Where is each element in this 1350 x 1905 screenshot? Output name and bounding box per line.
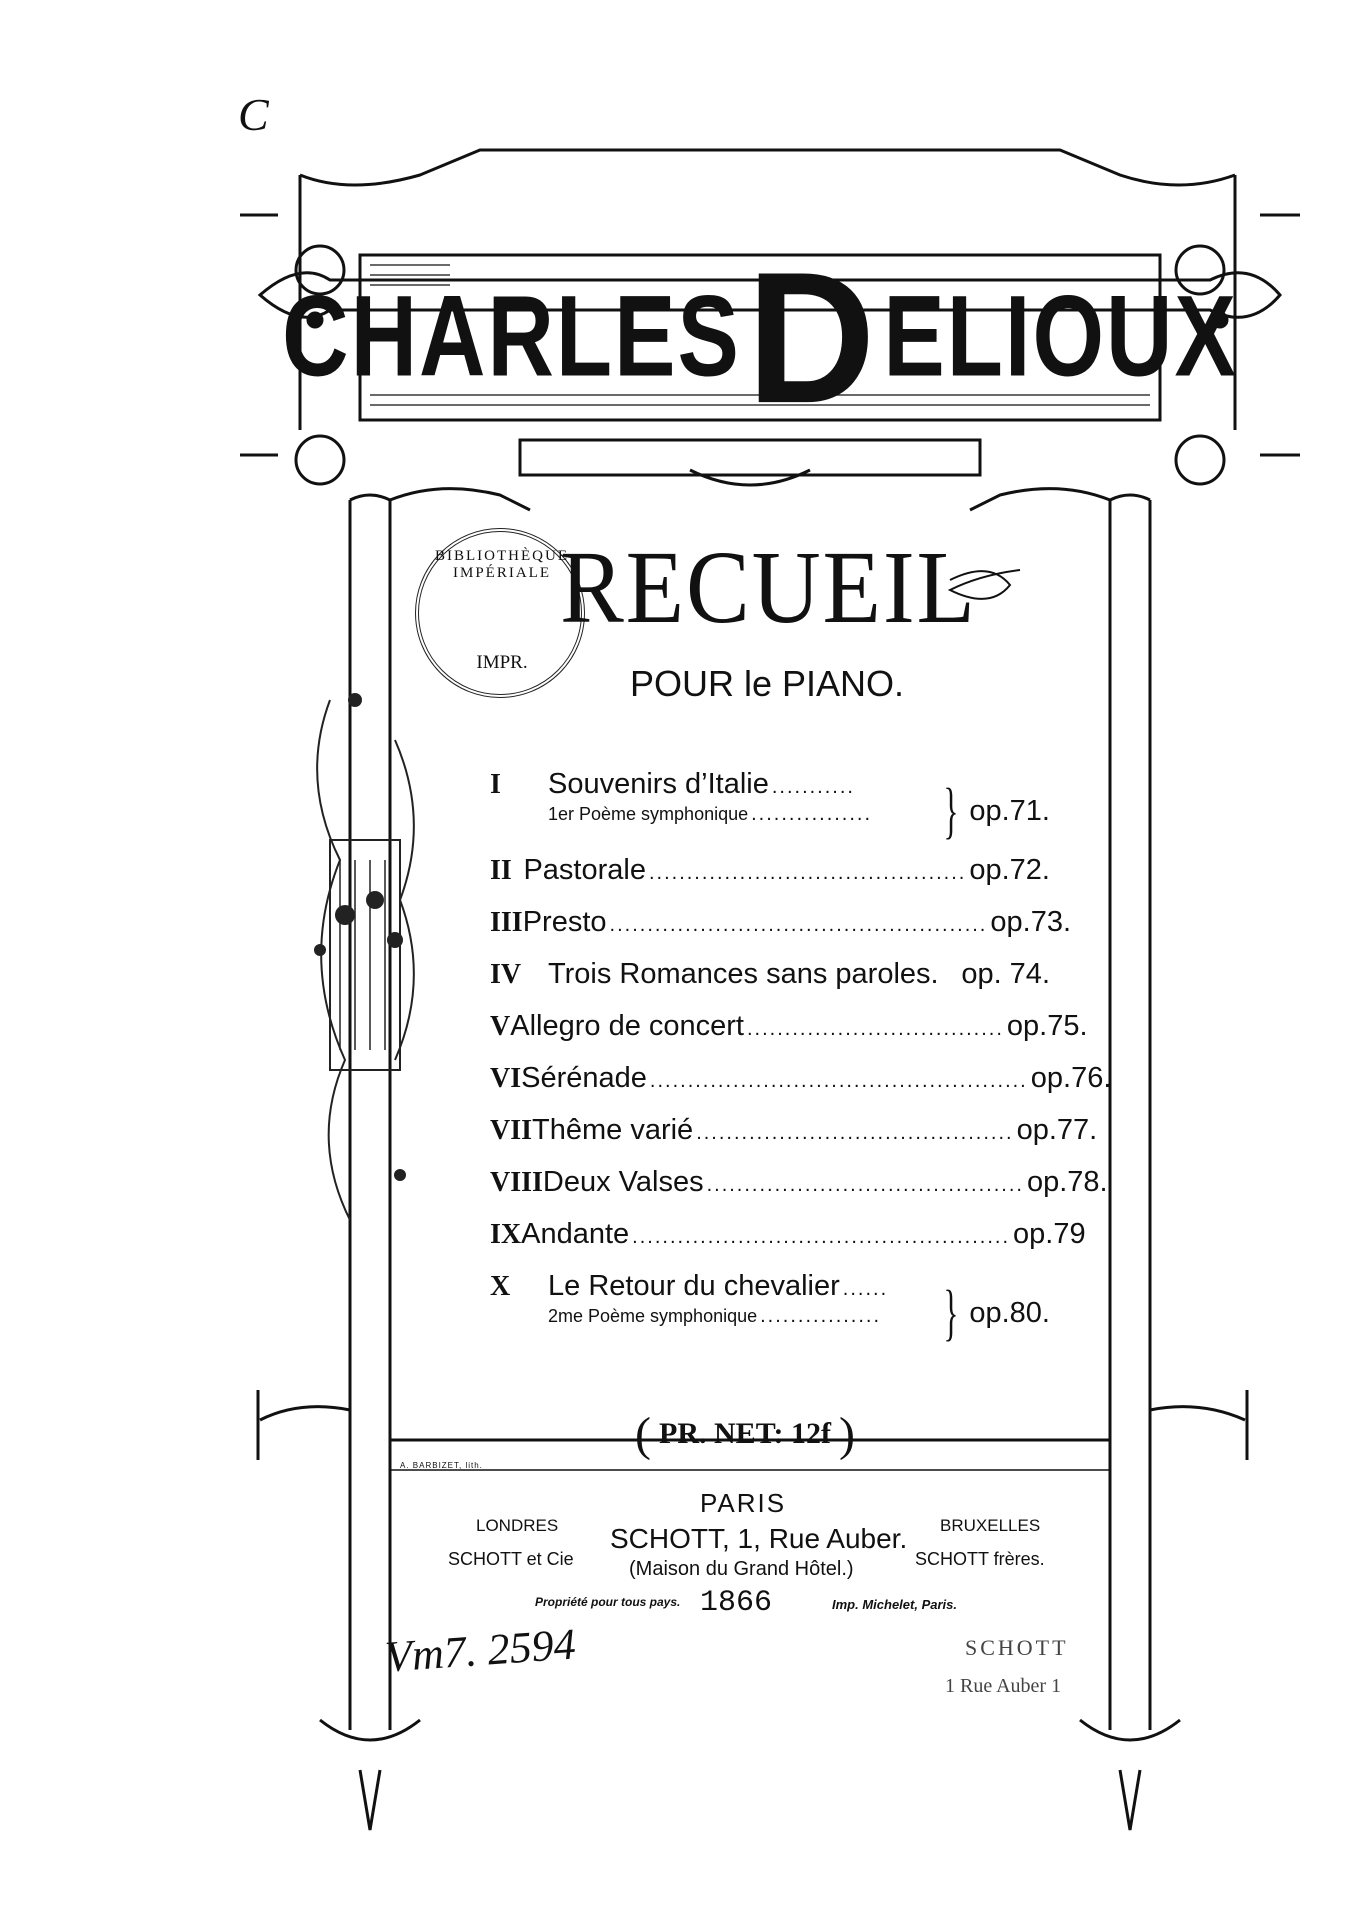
work-opus: op.75. [1006, 1010, 1088, 1042]
brussels-publisher: SCHOTT frères. [915, 1549, 1045, 1569]
work-title: Presto [522, 906, 607, 938]
work-item: VII Thême varié .......................................... op.77. [490, 1114, 1098, 1146]
publisher-subaddress: (Maison du Grand Hôtel.) [629, 1558, 854, 1580]
library-stamp-text: BIBLIOTHÈQUE IMPÉRIALE [435, 548, 569, 581]
work-title: Trois Romances sans paroles. [548, 958, 939, 990]
work-number: VIII [490, 1167, 543, 1198]
price-text: PR. NET: 12f [659, 1417, 831, 1450]
work-item: VI Sérénade .................................................. op.76. [490, 1062, 1112, 1094]
dealer-stamp-line1: SCHOTT [965, 1635, 1069, 1660]
work-item: X Le Retour du chevalier ...... 2me Poème symphonique ................ } op.80. [490, 1270, 1050, 1347]
work-item: V Allegro de concert .................................. op.75. [490, 1010, 1088, 1042]
work-subtitle: 2me Poème symphonique [548, 1306, 758, 1326]
work-number: X [490, 1271, 511, 1302]
work-number: IX [490, 1219, 522, 1250]
work-number: III [490, 907, 523, 938]
price-box [620, 1407, 870, 1461]
work-title: Souvenirs d’Italie [548, 768, 769, 800]
dealer-stamp-line2: 1 Rue Auber 1 [945, 1675, 1062, 1697]
work-title: Pastorale [523, 854, 646, 886]
page-subtitle: POUR le PIANO. [630, 663, 905, 704]
work-title: Deux Valses [542, 1166, 704, 1198]
shelfmark: Vm7. 2594 [383, 1619, 578, 1682]
brace-glyph: } [943, 1279, 958, 1347]
work-item: II Pastorale .......................................... op.72. [490, 854, 1050, 886]
work-title: Allegro de concert [510, 1010, 744, 1042]
work-title: Andante [521, 1218, 630, 1250]
work-opus: op.80. [969, 1296, 1050, 1329]
work-subtitle: 1er Poème symphonique [548, 804, 749, 824]
london-city: LONDRES [476, 1516, 559, 1535]
publisher-address: SCHOTT, 1, Rue Auber. [610, 1523, 908, 1554]
composer-name [282, 232, 1238, 442]
work-number: V [490, 1011, 511, 1042]
work-number: IV [490, 959, 522, 990]
lithographer-credit: A. BARBIZET, lith. [400, 1461, 483, 1470]
work-number: II [490, 855, 512, 886]
work-title: Le Retour du chevalier [548, 1270, 840, 1302]
work-opus: op.76. [1030, 1062, 1112, 1094]
publisher-city: PARIS [700, 1488, 787, 1518]
work-item [490, 958, 1050, 1010]
work-number: VII [490, 1115, 533, 1146]
work-number: I [490, 769, 501, 800]
brussels-city: BRUXELLES [940, 1516, 1041, 1535]
work-item: VIII Deux Valses .......................................... op.78. [490, 1166, 1108, 1198]
work-opus: op.79 [1013, 1218, 1086, 1250]
work-opus: op.73. [990, 906, 1072, 938]
works-list [490, 768, 1112, 1356]
paren-right-glyph: ) [838, 1407, 855, 1461]
rights-notice: Propriété pour tous pays. [535, 1595, 681, 1609]
work-item: I Souvenirs d’Italie ........... 1er Poème symphonique ................ } op.71. [490, 768, 1050, 845]
composer-last-name: ELIOUX [883, 272, 1238, 401]
publication-year: 1866 [700, 1586, 773, 1620]
page-title: RECUEIL [560, 530, 977, 645]
work-item: III Presto .................................................. op.73. [490, 906, 1072, 938]
work-opus: op.72. [969, 854, 1050, 886]
composer-first-name: CHARLES [282, 272, 741, 401]
work-number: VI [490, 1063, 522, 1094]
corner-mark: C [238, 89, 269, 140]
work-item: IX Andante .................................................. op.79 [490, 1218, 1086, 1250]
brace-glyph: } [943, 777, 958, 845]
work-opus: op.78. [1026, 1166, 1108, 1198]
london-publisher: SCHOTT et Cie [448, 1549, 574, 1569]
work-opus: op.71. [969, 794, 1050, 827]
paren-left-glyph: ( [635, 1407, 652, 1461]
work-opus: op.77. [1016, 1114, 1098, 1146]
work-title: Thême varié [532, 1114, 694, 1146]
composer-initial: D [746, 232, 878, 442]
work-title: Sérénade [521, 1062, 647, 1094]
library-stamp-subtext: IMPR. [476, 652, 528, 673]
printer-credit: Imp. Michelet, Paris. [832, 1597, 957, 1612]
work-opus: op. 74. [961, 958, 1050, 990]
